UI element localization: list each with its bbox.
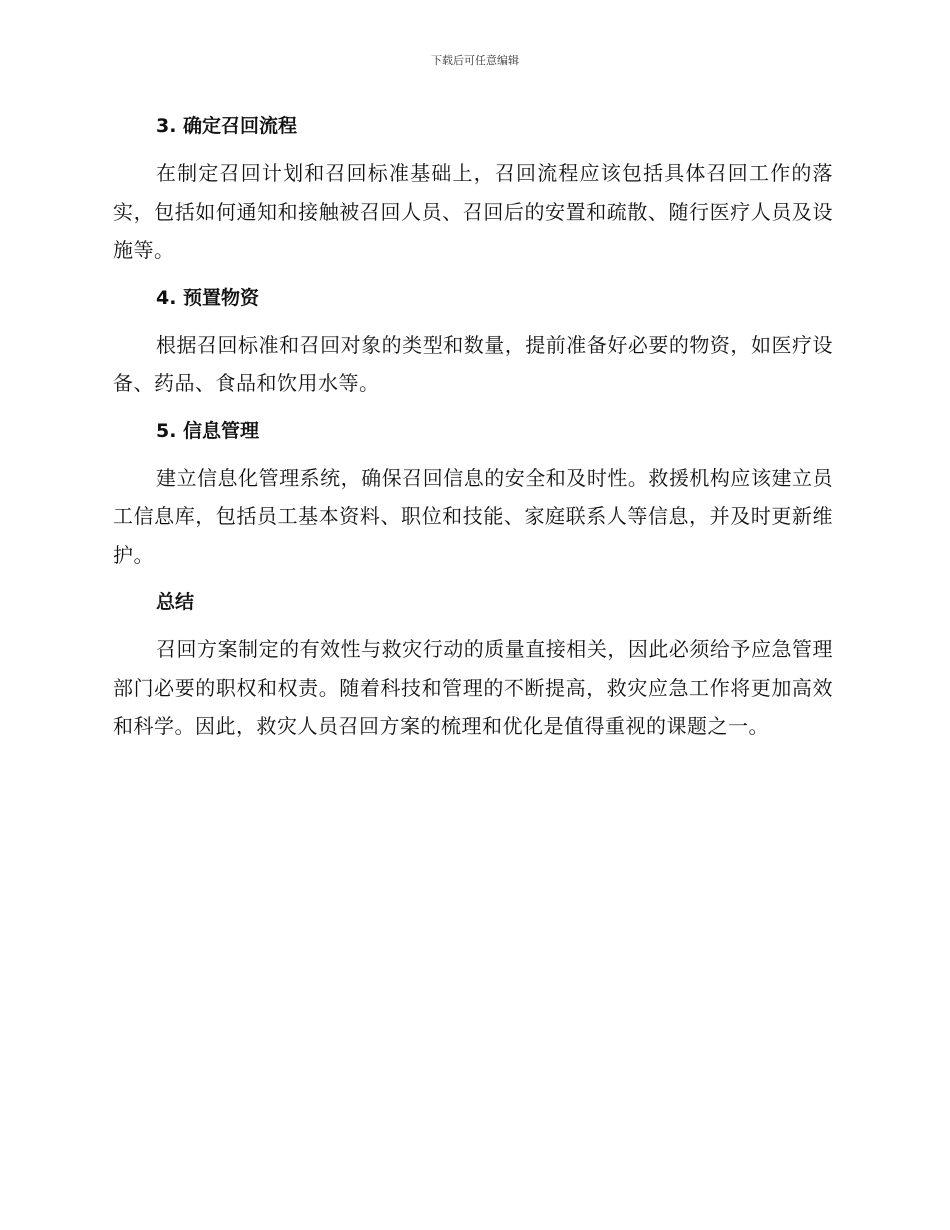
section-heading: 4. 预置物资 <box>156 286 260 309</box>
page-header: 下载后可任意编辑 <box>431 54 519 67</box>
section-summary <box>113 586 833 746</box>
section-heading: 总结 <box>156 591 195 613</box>
section-paragraph: 召回方案制定的有效性与救灾行动的质量直接相关，因此必须给予应急管理部门必要的职权和权责。随着科技和管理的不断提高，救灾应急工作将更加高效和科学。因此，救灾人员召回方案的梳理和优化是值得重视的课题之一。 <box>113 637 833 738</box>
section-paragraph: 在制定召回计划和召回标准基础上，召回流程应该包括具体召回工作的落实，包括如何通知和接触被召回人员、召回后的安置和疏散、随行医疗人员及设施等。 <box>113 161 833 262</box>
section-information-management <box>113 415 833 575</box>
document-body <box>113 110 833 758</box>
section-recall-process <box>113 110 833 270</box>
section-heading: 5. 信息管理 <box>156 419 260 442</box>
section-paragraph: 根据召回标准和召回对象的类型和数量，提前准备好必要的物资，如医疗设备、药品、食品和饮用水等。 <box>113 332 833 395</box>
section-heading: 3. 确定召回流程 <box>156 115 298 137</box>
section-paragraph: 建立信息化管理系统，确保召回信息的安全和及时性。救援机构应该建立员工信息库，包括员工基本资料、职位和技能、家庭联系人等信息，并及时更新维护。 <box>113 465 833 567</box>
section-prepositioned-supplies <box>113 282 833 403</box>
